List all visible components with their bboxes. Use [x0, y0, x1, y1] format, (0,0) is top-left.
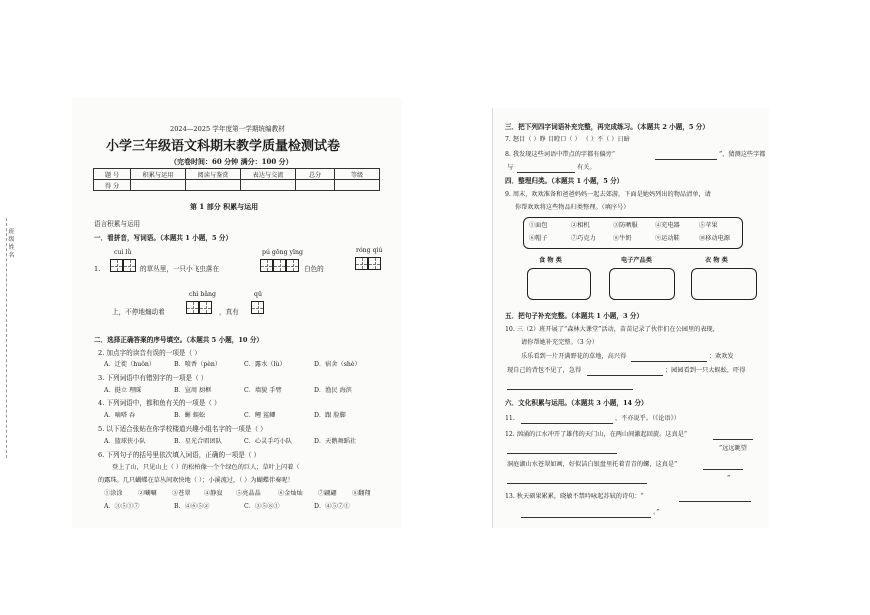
q5-1-c: 乐乐看到一片开满野花的草地，高兴得 [521, 353, 627, 360]
q3-1: 7. 怒目（ ）睁 目瞪口（ ） （ ）不（ ）日暗 [505, 136, 630, 143]
q2-4-opt-d: D．天鹅舞蹈社 [314, 438, 357, 445]
q2-5-word-4: ④静寂 [204, 490, 223, 497]
answer-line[interactable] [587, 375, 663, 376]
pinyin-chi-bang: chì bǎng [189, 291, 216, 298]
table-cell [296, 180, 335, 191]
q1-number: 1. [94, 265, 101, 273]
q4-1-a: 9. 周末，欢欢准备和爸爸妈妈一起去郊游，下面是她妈列出的物品清单，请 [505, 191, 711, 198]
q2-5-word-6: ⑥金灿灿 [278, 490, 303, 497]
table-cell [241, 180, 296, 191]
q2-3-opt-b: B．蜥 蜈蚣 [174, 412, 206, 419]
q1-line1-end: 白色的 [304, 265, 324, 273]
answer-boxes-cui-lu[interactable] [110, 259, 136, 272]
answer-line[interactable] [521, 423, 613, 424]
table-cell [131, 180, 186, 191]
q2-5-word-1: ①涂涂 [104, 490, 123, 497]
char-box[interactable] [123, 259, 136, 272]
char-box[interactable] [273, 259, 286, 272]
q2-4-opt-b: B．星光合唱团队 [174, 438, 222, 445]
q2-heading: 二．选择正确答案的序号填空。（本题共 5 小题，10 分） [94, 336, 264, 344]
q2-2-opt-c: C．墙貌 手臂 [244, 387, 282, 394]
category-clothing: 衣 物 类 [705, 257, 728, 264]
q2-5-word-3: ③苍翠 [172, 490, 191, 497]
q6-2-b: ”远远眺望 [719, 445, 747, 452]
exam-subtitle: （完卷时间：60 分钟 满分：100 分） [170, 157, 293, 166]
item: ⑤苹果 [699, 222, 718, 229]
part1-heading: 第 1 部分 积累与运用 [190, 202, 259, 211]
table-cell: 阅读与鉴赏 [186, 169, 241, 180]
q2-5-opt-d: D．④⑤⑦① [314, 503, 350, 510]
answer-line[interactable] [507, 483, 647, 484]
q2-1-opt-d: D．宿舍（shè） [314, 361, 361, 368]
header-small: 2024—2025 学年度第一学期统编教材 [170, 125, 285, 133]
item: ⑨运动鞋 [655, 235, 680, 242]
table-cell: 表达与交流 [241, 169, 296, 180]
answer-line[interactable] [521, 517, 651, 518]
char-box[interactable] [251, 301, 264, 314]
table-cell: 等级 [335, 169, 380, 180]
char-box[interactable] [110, 259, 123, 272]
item: ③防晒服 [613, 222, 638, 229]
q2-3-opt-c: C．鲤 鲨鲫 [244, 412, 276, 419]
q6-2-c: 洞庭湖山水苍翠如画，好似洁白银盘里托着青青的螺，这真是“ [507, 461, 678, 468]
q1-heading: 一．看拼音，写词语。（本题共 1 小题，5 分） [94, 234, 233, 242]
q5-1-f: ；园园看到一只大蜈蚣，吓得 [665, 367, 746, 374]
q6-1-b: ，不亦说乎。（《论语》） [615, 415, 680, 422]
pinyin-rong-qiu: róng qiú [356, 247, 383, 254]
char-box[interactable] [260, 259, 273, 272]
q5-1-e: 现自己的背包不见了，急得 [507, 367, 582, 374]
answer-line[interactable] [517, 172, 575, 173]
answer-line[interactable] [703, 469, 743, 470]
section-heading: 语言积累与运用 [94, 220, 141, 228]
char-box[interactable] [199, 301, 212, 314]
q2-5-opt-a: A．③⑤①⑦ [104, 503, 140, 510]
q2-5-opt-b: B．④⑥⑤② [174, 503, 210, 510]
answer-boxes-chi-bang[interactable] [186, 301, 212, 314]
q6-2-a: 12. 汹涌的江水冲开了雄伟的天门山，在两山间激起回旋。这真是“ [505, 431, 688, 438]
table-cell: 总分 [296, 169, 335, 180]
q2-3-stem: 4. 下列词语中，都和鱼有关的一项是（ ） [98, 399, 221, 407]
q3-2-c: 与 [507, 164, 514, 171]
score-table-header-row [94, 169, 380, 180]
answer-boxes-rong-qiu[interactable] [355, 257, 381, 270]
q3-2-b: ”，猜测这些字都 [719, 151, 766, 158]
answer-line[interactable] [679, 501, 751, 502]
q2-4-opt-c: C．心灵手巧小队 [244, 438, 293, 445]
answer-boxes-pu-gong-ying[interactable] [260, 259, 299, 272]
q2-3-opt-a: A．嘀嗒 吞 [104, 412, 136, 419]
q2-1-opt-b: B．喷香（pèn） [174, 361, 222, 368]
answer-line[interactable] [713, 439, 753, 440]
q6-2-d: ” [727, 475, 731, 482]
answer-line[interactable] [507, 389, 633, 390]
item: ②相机 [571, 222, 590, 229]
q6-3-b: 。” [653, 509, 660, 516]
q1-line2-prefix: 上，不停地煽动着 [112, 308, 165, 316]
q2-5-word-2: ②唰唰 [138, 490, 157, 497]
q6-3-a: 13. 秋天硕果累累，晓敏不禁吟咏起苏轼的诗句：“ [505, 493, 644, 500]
q2-2-stem: 3. 下列词语中有错别字的一项是（ ） [98, 374, 208, 382]
category-electronics: 电子产品类 [621, 257, 652, 264]
q6-1: 11. [505, 415, 515, 422]
right-page [492, 108, 769, 528]
char-box[interactable] [355, 257, 368, 270]
q4-1-b: 你帮欢欢将这些物品归类整理。（填序号） [515, 204, 630, 211]
answer-box-clothing[interactable] [691, 268, 757, 300]
q1-line1-mid: 的草丛里，一只小飞虫落在 [140, 265, 220, 273]
q1-line2-end: ，真有 [219, 308, 239, 316]
left-page [7, 98, 402, 528]
q2-2-opt-b: B．宣周 厨框 [174, 387, 212, 394]
student-info-side: 班 级 姓 名 [7, 228, 14, 258]
pinyin-qu: qū [254, 291, 262, 298]
q6-heading: 六．文化积累与运用。（本题共 3 小题，14 分） [505, 399, 648, 407]
table-cell: 题 号 [94, 169, 131, 180]
q5-heading: 五．把句子补充完整。（本题共 1 小题，3 分） [505, 312, 644, 320]
item: ⑥帽子 [529, 235, 548, 242]
q3-2-d: 有关。 [577, 164, 596, 171]
table-cell [335, 180, 380, 191]
q2-3-opt-d: D．跟 脸脚 [314, 412, 346, 419]
q2-5-stem: 6. 下列句子的括号里依次填入词语，正确的一项是（ ） [98, 451, 261, 459]
q5-1-a: 10. 三（2）班开展了“森林大课堂”活动，苗苗记录了伙伴们在公园里的表现， [505, 326, 719, 333]
item: ⑩移动电源 [699, 235, 730, 242]
q2-1-opt-c: C．露水（lù） [244, 361, 286, 368]
q5-1-b: 请你帮她补充完整。（3 分） [521, 339, 599, 346]
table-cell: 得 分 [94, 180, 131, 191]
q2-5-text2: 的露珠。几只蝴蝶在草丛间欢快地（ ）；小溪流过，（ ）为蝴蝶伴奏呢！ [98, 477, 294, 484]
q2-1-stem: 2. 加点字的读音有误的一项是（ ） [98, 349, 201, 357]
answer-box-food[interactable] [527, 268, 591, 300]
score-table-score-row [94, 180, 380, 191]
char-box[interactable] [286, 259, 299, 272]
q2-5-opt-c: C．③⑤⑧① [244, 503, 280, 510]
q2-5-word-7: ⑦翩翩 [318, 490, 337, 497]
exam-title: 小学三年级语文科期末教学质量检测试卷 [106, 139, 341, 154]
q2-5-text1: 登上了山，只见山上（ ）的松柏像一个个绿色的巨人；草叶上闪着（ [112, 464, 300, 471]
q2-2-opt-a: A．挺立 理睬 [104, 387, 142, 394]
q5-1-d: ；欢欢发 [709, 353, 734, 360]
item: ④充电器 [655, 222, 680, 229]
pinyin-cui-lu: cuì lǜ [114, 249, 132, 256]
q2-2-opt-d: D．渔民 海滨 [314, 387, 352, 394]
char-box[interactable] [186, 301, 199, 314]
answer-line[interactable] [507, 453, 617, 454]
category-food: 食 物 类 [539, 257, 562, 264]
score-table [93, 168, 380, 191]
q4-heading: 四．整理归类。（本题共 1 小题，5 分） [505, 177, 624, 185]
item: ⑦巧克力 [571, 235, 596, 242]
table-cell: 积累与运用 [131, 169, 186, 180]
q3-heading: 三．把下列四字词语补充完整，再完成练习。（本题共 2 小题，5 分） [505, 123, 709, 131]
table-cell [186, 180, 241, 191]
answer-box-electronics[interactable] [609, 268, 675, 300]
answer-line[interactable] [655, 159, 717, 160]
char-box[interactable] [368, 257, 381, 270]
q2-4-stem: 5. 以下适合张贴在你学校楼道兴趣小组名字的一项是（ ） [98, 425, 267, 433]
item: ①面包 [529, 222, 548, 229]
q2-5-word-5: ⑤亮晶晶 [236, 490, 261, 497]
q3-2-a: 8. 我发现这些词语中带点的字都有偏旁“ [505, 151, 616, 158]
q2-1-opt-a: A．迁徙（huǒn） [104, 361, 156, 368]
pinyin-pu-gong-ying: pú gōng yīng [262, 249, 303, 256]
q2-5-word-8: ⑧翻翔 [352, 490, 371, 497]
answer-boxes-qu[interactable] [251, 301, 264, 314]
q2-4-opt-a: A．篮球侠小队 [104, 438, 146, 445]
item: ⑧牛奶 [613, 235, 632, 242]
answer-line[interactable] [631, 361, 707, 362]
